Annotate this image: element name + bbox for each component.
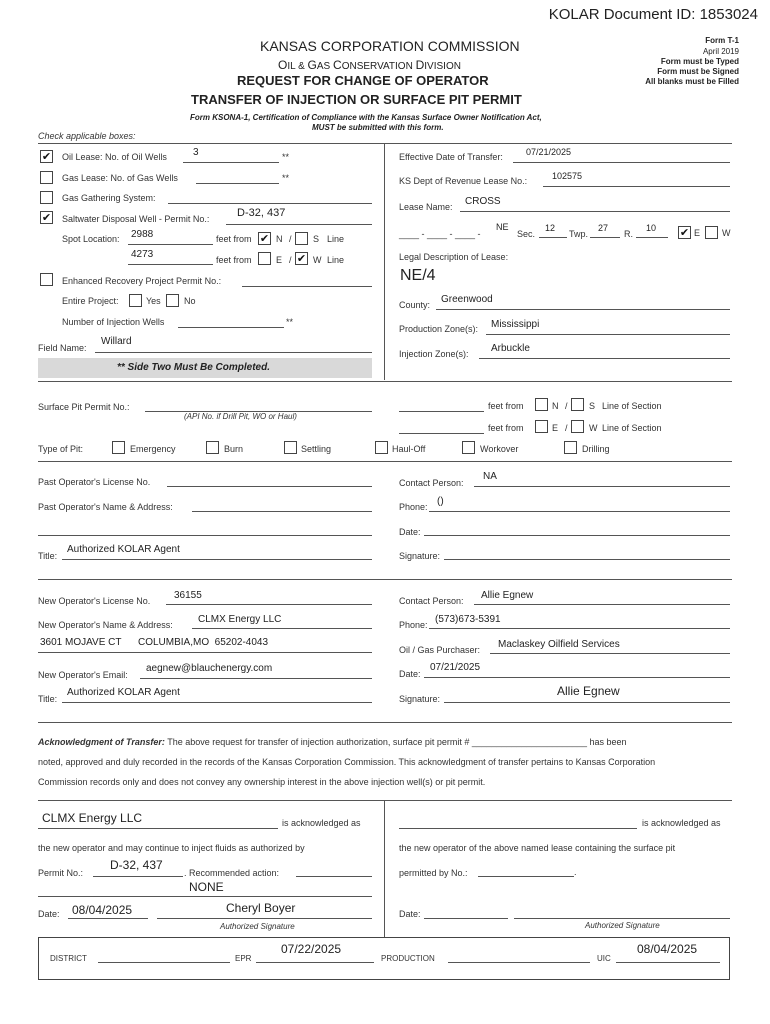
new-contact-value[interactable]: Allie Egnew xyxy=(481,590,534,601)
pit-type-label: Type of Pit: xyxy=(38,444,84,454)
spot-e-checkbox[interactable] xyxy=(258,252,271,265)
pit-ew-slash: / xyxy=(565,423,568,433)
recommended-action-label: . Recommended action: xyxy=(184,868,280,878)
divider-ack-boxes xyxy=(38,800,732,801)
oil-lease-label: Oil Lease: No. of Oil Wells xyxy=(62,152,167,162)
surface-pit-label: Surface Pit Permit No.: xyxy=(38,402,130,412)
new-date-label: Date: xyxy=(399,669,421,679)
legal-description-value[interactable]: NE/4 xyxy=(400,267,436,284)
spot-ns-feet-from: feet from xyxy=(216,234,252,244)
permit-no-label: Permit No.: xyxy=(38,868,84,878)
pit-w-label: W xyxy=(589,423,598,433)
pit-type-workover: Workover xyxy=(480,444,519,454)
past-date-label: Date: xyxy=(399,527,421,537)
effective-date-value[interactable]: 07/21/2025 xyxy=(526,147,572,157)
past-phone-label: Phone: xyxy=(399,502,428,512)
new-date-value[interactable]: 07/21/2025 xyxy=(430,662,481,673)
past-title-value[interactable]: Authorized KOLAR Agent xyxy=(67,544,180,555)
entire-project-no-checkbox[interactable] xyxy=(166,294,179,307)
form-number: Form T-1 xyxy=(705,36,739,45)
quarter-call-dashes: ____ - ____ - ____ - xyxy=(399,229,481,239)
new-phone-label: Phone: xyxy=(399,620,428,630)
pit-s-label: S xyxy=(589,401,596,411)
footer-epr-date[interactable]: 07/22/2025 xyxy=(281,942,342,956)
ack-permit-value[interactable]: D-32, 437 xyxy=(110,858,163,872)
lease-name-value[interactable]: CROSS xyxy=(465,196,501,207)
pit-ew-line-of-section: Line of Section xyxy=(602,423,662,433)
form-note-typed: Form must be Typed xyxy=(660,57,739,66)
purchaser-value[interactable]: Maclaskey Oilfield Services xyxy=(498,639,620,650)
pit-ns-feet-from: feet from xyxy=(488,401,524,411)
township-label: Twp. xyxy=(569,229,589,239)
spot-ew-line: Line xyxy=(327,255,345,265)
divider-past-top xyxy=(38,461,732,462)
revenue-lease-label: KS Dept of Revenue Lease No.: xyxy=(399,176,528,186)
spot-ew-feet-from: feet from xyxy=(216,255,252,265)
range-w-label: W xyxy=(722,228,731,238)
divider-new-top xyxy=(38,579,732,580)
new-email-value[interactable]: aegnew@blauchenergy.com xyxy=(146,663,273,674)
pit-type-hauloff: Haul-Off xyxy=(392,444,426,454)
pit-e-label: E xyxy=(552,423,559,433)
spot-location-label: Spot Location: xyxy=(62,234,120,244)
ack-right-date-label: Date: xyxy=(399,909,421,919)
oil-wells-stars: ** xyxy=(282,152,290,162)
ack-vertical-divider xyxy=(384,800,385,937)
spot-ns-value[interactable]: 2988 xyxy=(131,229,154,240)
divider-top xyxy=(38,143,732,144)
pit-type-burn: Burn xyxy=(224,444,244,454)
new-email-label: New Operator's Email: xyxy=(38,670,128,680)
spot-w-label: W xyxy=(313,255,322,265)
ack-left-text: the new operator and may continue to inject fluids as authorized by xyxy=(38,843,305,853)
ack-paragraph-1: Acknowledgment of Transfer: The above request for transfer of injection authorization, surface pit permit # _______________________ has been xyxy=(38,737,627,747)
pit-type-workover-checkbox[interactable] xyxy=(462,441,475,454)
past-title-label: Title: xyxy=(38,551,58,561)
pit-n-label: N xyxy=(552,401,559,411)
footer-district-label: DISTRICT xyxy=(50,954,87,963)
injection-zone-label: Injection Zone(s): xyxy=(399,349,469,359)
gas-lease-label: Gas Lease: No. of Gas Wells xyxy=(62,173,178,183)
pit-type-hauloff-checkbox[interactable] xyxy=(375,441,388,454)
side-two-text: ** Side Two Must Be Completed. xyxy=(117,362,270,373)
footer-epr-label: EPR xyxy=(235,954,252,963)
spot-ew-slash: / xyxy=(289,255,292,265)
past-contact-label: Contact Person: xyxy=(399,478,464,488)
pit-e-checkbox[interactable] xyxy=(535,420,548,433)
new-address-value[interactable]: 3601 MOJAVE CT COLUMBIA,MO 65202-4043 xyxy=(40,637,269,648)
entire-project-yes-checkbox[interactable] xyxy=(129,294,142,307)
swd-label: Saltwater Disposal Well - Permit No.: xyxy=(62,214,210,224)
legal-description-label: Legal Description of Lease: xyxy=(399,252,509,262)
entire-project-yes-label: Yes xyxy=(146,296,161,306)
divider-pit-top xyxy=(38,381,732,382)
lease-name-label: Lease Name: xyxy=(399,202,453,212)
range-w-checkbox[interactable] xyxy=(705,226,718,239)
pit-type-drilling-checkbox[interactable] xyxy=(564,441,577,454)
past-name-label: Past Operator's Name & Address: xyxy=(38,502,173,512)
county-value[interactable]: Greenwood xyxy=(441,294,493,305)
spot-w-checkbox[interactable]: ✔ xyxy=(296,253,307,265)
form-note-signed: Form must be Signed xyxy=(657,67,739,76)
purchaser-label: Oil / Gas Purchaser: xyxy=(399,645,481,655)
swd-permit-value[interactable]: D-32, 437 xyxy=(237,207,286,219)
check-applicable-label: Check applicable boxes: xyxy=(38,131,136,141)
past-signature-label: Signature: xyxy=(399,551,441,561)
field-name-value[interactable]: Willard xyxy=(101,336,132,347)
footer-uic-label: UIC xyxy=(597,954,611,963)
gas-gathering-checkbox[interactable] xyxy=(40,191,53,204)
spot-ns-line: Line xyxy=(327,234,345,244)
new-name-value[interactable]: CLMX Energy LLC xyxy=(198,614,282,625)
injection-wells-stars: ** xyxy=(286,317,294,327)
ack-company-value[interactable]: CLMX Energy LLC xyxy=(42,811,143,825)
past-contact-value[interactable]: NA xyxy=(483,471,497,482)
api-note: (API No. if Drill Pit, WO or Haul) xyxy=(184,412,297,421)
pit-type-drilling: Drilling xyxy=(582,444,610,454)
gas-wells-stars: ** xyxy=(282,173,290,183)
pit-type-settling-checkbox[interactable] xyxy=(284,441,297,454)
pit-ns-line-of-section: Line of Section xyxy=(602,401,662,411)
injection-zone-value[interactable]: Arbuckle xyxy=(491,343,530,354)
new-phone-value[interactable]: (573)673-5391 xyxy=(435,614,501,625)
new-contact-label: Contact Person: xyxy=(399,596,464,606)
county-label: County: xyxy=(399,300,431,310)
quarter-call-value[interactable]: NE xyxy=(496,222,509,232)
spot-s-label: S xyxy=(313,234,320,244)
section-value[interactable]: 12 xyxy=(545,223,556,233)
production-zone-value[interactable]: Mississippi xyxy=(491,319,540,330)
pit-type-settling: Settling xyxy=(301,444,332,454)
ksona-note: Form KSONA-1, Certification of Compliance with the Kansas Surface Owner Notification Act, xyxy=(190,113,542,122)
spot-ns-slash: / xyxy=(289,234,292,244)
new-signature-label: Signature: xyxy=(399,694,441,704)
spot-e-label: E xyxy=(276,255,283,265)
section-label: Sec. xyxy=(517,229,536,239)
pit-ew-feet-from: feet from xyxy=(488,423,524,433)
new-title-value[interactable]: Authorized KOLAR Agent xyxy=(67,687,180,698)
entire-project-label: Entire Project: xyxy=(62,296,119,306)
new-license-value[interactable]: 36155 xyxy=(174,590,202,601)
spot-s-checkbox[interactable] xyxy=(295,232,308,245)
range-e-label: E xyxy=(694,228,701,238)
pit-w-checkbox[interactable] xyxy=(571,420,584,433)
spot-n-label: N xyxy=(276,234,283,244)
document-id: KOLAR Document ID: 1853024 xyxy=(548,6,758,23)
oil-lease-checkbox[interactable]: ✔ xyxy=(41,151,52,163)
recommended-action-value[interactable]: NONE xyxy=(189,880,224,894)
commission-name: KANSAS CORPORATION COMMISSION xyxy=(260,38,520,54)
eor-label: Enhanced Recovery Project Permit No.: xyxy=(62,276,222,286)
past-license-label: Past Operator's License No. xyxy=(38,477,151,487)
ack-left-date-label: Date: xyxy=(38,909,60,919)
ack-paragraph-2: noted, approved and duly recorded in the records of the Kansas Corporation Commission. This acknowledgment of transfer pertains to Kansas Corporation xyxy=(38,757,656,767)
ack-left-date-value[interactable]: 08/04/2025 xyxy=(72,903,133,917)
pit-type-emergency-checkbox[interactable] xyxy=(112,441,125,454)
ack-left-authorized-signature: Authorized Signature xyxy=(220,922,295,931)
new-signature-value[interactable]: Allie Egnew xyxy=(557,684,620,698)
ack-signer-value[interactable]: Cheryl Boyer xyxy=(226,901,296,915)
footer-production-label: PRODUCTION xyxy=(381,954,435,963)
pit-ns-slash: / xyxy=(565,401,568,411)
ack-right-authorized-signature: Authorized Signature xyxy=(585,921,660,930)
ack-paragraph-3: Commission records only and does not convey any ownership interest in the above injection well(s) or pit permit. xyxy=(38,777,486,787)
field-name-label: Field Name: xyxy=(38,343,87,353)
production-zone-label: Production Zone(s): xyxy=(399,324,479,334)
ack-right-is-acknowledged: is acknowledged as xyxy=(642,818,721,828)
ksona-note-2: MUST be submitted with this form. xyxy=(312,123,444,132)
swd-checkbox[interactable]: ✔ xyxy=(41,212,52,224)
footer-uic-date[interactable]: 08/04/2025 xyxy=(637,942,698,956)
spot-ew-value[interactable]: 4273 xyxy=(131,249,154,260)
division-name: OIL & GAS CONSERVATION DIVISION xyxy=(278,58,461,72)
gas-lease-checkbox[interactable] xyxy=(40,171,53,184)
divider-ack-top xyxy=(38,722,732,723)
permitted-by-period: . xyxy=(574,867,577,877)
past-phone-value[interactable]: () xyxy=(437,496,444,507)
range-label: R. xyxy=(624,229,633,239)
gas-gathering-label: Gas Gathering System: xyxy=(62,193,156,203)
entire-project-no-label: No xyxy=(184,296,196,306)
vertical-divider xyxy=(384,143,385,380)
eor-checkbox[interactable] xyxy=(40,273,53,286)
pit-type-burn-checkbox[interactable] xyxy=(206,441,219,454)
pit-s-checkbox[interactable] xyxy=(571,398,584,411)
new-title-label: Title: xyxy=(38,694,58,704)
new-license-label: New Operator's License No. xyxy=(38,596,151,606)
form-note-filled: All blanks must be Filled xyxy=(645,77,739,86)
oil-wells-value[interactable]: 3 xyxy=(193,147,199,158)
range-value[interactable]: 10 xyxy=(646,223,657,233)
township-value[interactable]: 27 xyxy=(598,223,609,233)
effective-date-label: Effective Date of Transfer: xyxy=(399,152,503,162)
form-date: April 2019 xyxy=(702,47,739,56)
form-title-1: REQUEST FOR CHANGE OF OPERATOR xyxy=(237,73,489,88)
pit-type-emergency: Emergency xyxy=(130,444,176,454)
spot-n-checkbox[interactable]: ✔ xyxy=(259,233,270,245)
ack-left-is-acknowledged: is acknowledged as xyxy=(282,818,361,828)
ack-right-text: the new operator of the above named lease containing the surface pit xyxy=(399,843,676,853)
form-title-2: TRANSFER OF INJECTION OR SURFACE PIT PERMIT xyxy=(191,92,522,107)
permitted-by-label: permitted by No.: xyxy=(399,868,468,878)
new-name-label: New Operator's Name & Address: xyxy=(38,620,173,630)
revenue-lease-value[interactable]: 102575 xyxy=(552,171,583,181)
range-e-checkbox[interactable]: ✔ xyxy=(679,227,690,239)
num-injection-wells-label: Number of Injection Wells xyxy=(62,317,165,327)
pit-n-checkbox[interactable] xyxy=(535,398,548,411)
